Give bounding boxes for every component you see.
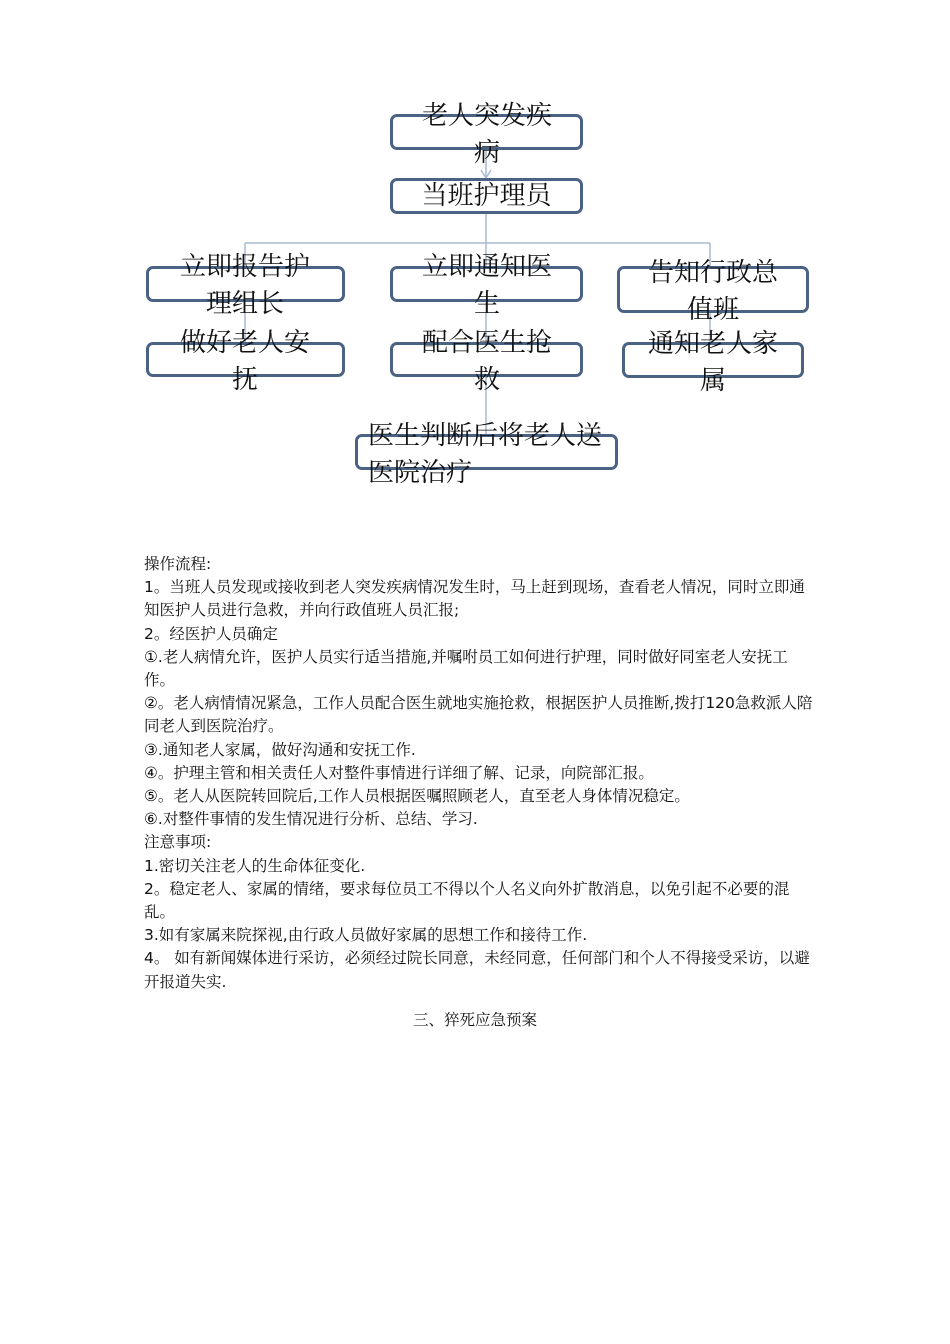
flow-node-caregiver-label: 当班护理员 — [421, 181, 552, 211]
procedure-substep-4: ④。护理主管和相关责任人对整件事情进行详细了解、记录，向院部汇报。 — [144, 763, 654, 782]
procedure-substep-2: ②。老人病情情况紧急，工作人员配合医生就地实施抢救，根据医护人员推断,拨打120急救派人陪同老人到医院治疗。 — [144, 694, 813, 736]
flow-node-notify-doctor-label: 立即通知医生 — [421, 252, 552, 319]
flow-node-assist-rescue-label: 配合医生抢救 — [421, 328, 552, 395]
procedure-substep-1: ①.老人病情允许，医护人员实行适当措施,并嘱咐员工如何进行护理，同时做好同室老人安抚工作。 — [144, 647, 788, 690]
procedure-text — [144, 553, 814, 994]
flow-node-report-leader-label: 立即报告护理组长 — [179, 252, 310, 319]
note-3: 3.如有家属来院探视,由行政人员做好家属的思想工作和接待工作. — [144, 926, 588, 945]
procedure-step-2: 2。经医护人员确定 — [144, 624, 278, 643]
section-heading: 三、猝死应急预案 — [412, 1011, 537, 1029]
flow-node-onset-label: 老人突发疾病 — [421, 101, 552, 168]
flow-node-comfort-elder-label: 做好老人安抚 — [179, 328, 310, 395]
procedure-substep-3: ③.通知老人家属，做好沟通和安抚工作. — [144, 740, 416, 759]
flow-node-inform-admin-label: 告知行政总值班 — [647, 258, 778, 325]
flow-node-notify-family-label: 通知老人家属 — [647, 329, 778, 396]
procedure-substep-5: ⑤。老人从医院转回院后,工作人员根据医嘱照顾老人，直至老人身体情况稳定。 — [144, 787, 690, 806]
notes-heading: 注意事项: — [144, 833, 212, 852]
note-4: 4。 如有新闻媒体进行采访，必须经过院长同意，未经同意，任何部门和个人不得接受采访，以避开报道失实. — [144, 949, 810, 991]
procedure-step-1: 1。当班人员发现或接收到老人突发疾病情况发生时，马上赶到现场，查看老人情况，同时立即通知医护人员进行急救，并向行政值班人员汇报; — [144, 578, 805, 620]
note-1: 1.密切关注老人的生命体征变化. — [144, 856, 366, 875]
procedure-substep-6: ⑥.对整件事情的发生情况进行分析、总结、学习. — [144, 810, 478, 829]
procedure-heading: 操作流程: — [144, 555, 212, 573]
flow-node-hospital-label: 医生判断后将老人送医院治疗 — [368, 421, 603, 488]
note-2: 2。稳定老人、家属的情绪，要求每位员工不得以个人名义向外扩散消息，以免引起不必要的混乱。 — [144, 879, 790, 922]
